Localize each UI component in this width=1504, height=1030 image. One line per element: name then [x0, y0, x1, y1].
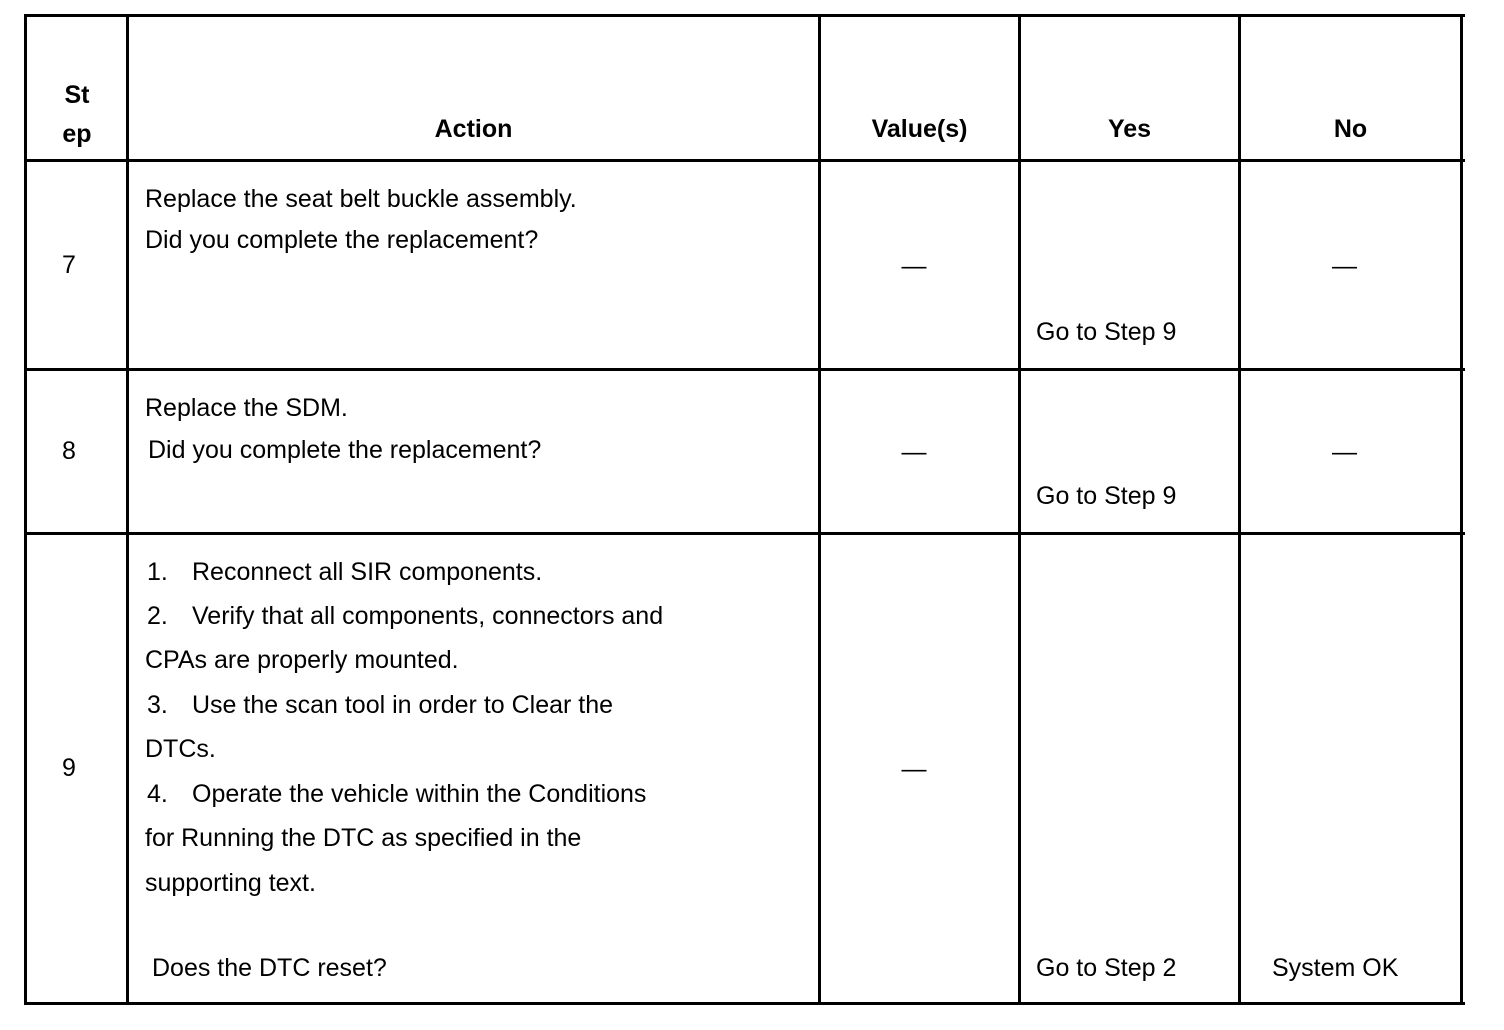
- table-border-right: [1460, 14, 1463, 1005]
- header-values: Value(s): [871, 115, 968, 143]
- table-border-left: [24, 14, 27, 1005]
- no-system-ok: System OK: [1272, 954, 1399, 982]
- column-divider: [126, 14, 129, 1005]
- column-divider: [1238, 14, 1241, 1005]
- list-item-continuation: supporting text.: [145, 869, 316, 897]
- step-number: 8: [62, 437, 76, 465]
- header-step-line2: ep: [62, 120, 92, 148]
- action-question: Did you complete the replacement?: [148, 436, 542, 464]
- list-item-text: Operate the vehicle within the Conditions: [192, 780, 647, 808]
- column-divider: [818, 14, 821, 1005]
- list-item-continuation: DTCs.: [145, 735, 216, 763]
- action-question: Does the DTC reset?: [152, 954, 387, 982]
- list-item-text: Use the scan tool in order to Clear the: [192, 691, 614, 719]
- list-item-number: 3.: [147, 691, 168, 719]
- table-border-top: [24, 14, 1465, 17]
- list-item-number: 1.: [147, 558, 168, 586]
- list-item-text: Verify that all components, connectors and: [192, 602, 664, 630]
- row-divider: [24, 532, 1465, 535]
- header-divider: [24, 159, 1465, 162]
- header-step: [27, 76, 127, 154]
- yes-go-to-step: Go to Step 2: [1036, 954, 1177, 982]
- yes-go-to-step: Go to Step 9: [1036, 318, 1177, 346]
- values-dash: —: [901, 438, 927, 466]
- values-dash: —: [901, 755, 927, 783]
- step-number: 9: [62, 754, 76, 782]
- list-item-number: 2.: [147, 602, 168, 630]
- action-text: Replace the seat belt buckle assembly.: [145, 185, 577, 213]
- header-action: Action: [434, 115, 513, 143]
- action-text: Replace the SDM.: [145, 394, 348, 422]
- list-item-continuation: for Running the DTC as specified in the: [145, 824, 582, 852]
- column-divider: [1018, 14, 1021, 1005]
- values-dash: —: [901, 252, 927, 280]
- list-item-number: 4.: [147, 780, 168, 808]
- no-dash: —: [1332, 252, 1357, 280]
- header-no: No: [1333, 115, 1368, 143]
- header-step-line1: St: [64, 81, 90, 109]
- action-question: Did you complete the replacement?: [145, 226, 539, 254]
- table-border-bottom: [24, 1002, 1465, 1005]
- step-number: 7: [62, 251, 76, 279]
- no-dash: —: [1332, 438, 1357, 466]
- list-item-continuation: CPAs are properly mounted.: [145, 646, 459, 674]
- yes-go-to-step: Go to Step 9: [1036, 482, 1177, 510]
- header-yes: Yes: [1107, 115, 1152, 143]
- row-divider: [24, 368, 1465, 371]
- list-item-text: Reconnect all SIR components.: [192, 558, 543, 586]
